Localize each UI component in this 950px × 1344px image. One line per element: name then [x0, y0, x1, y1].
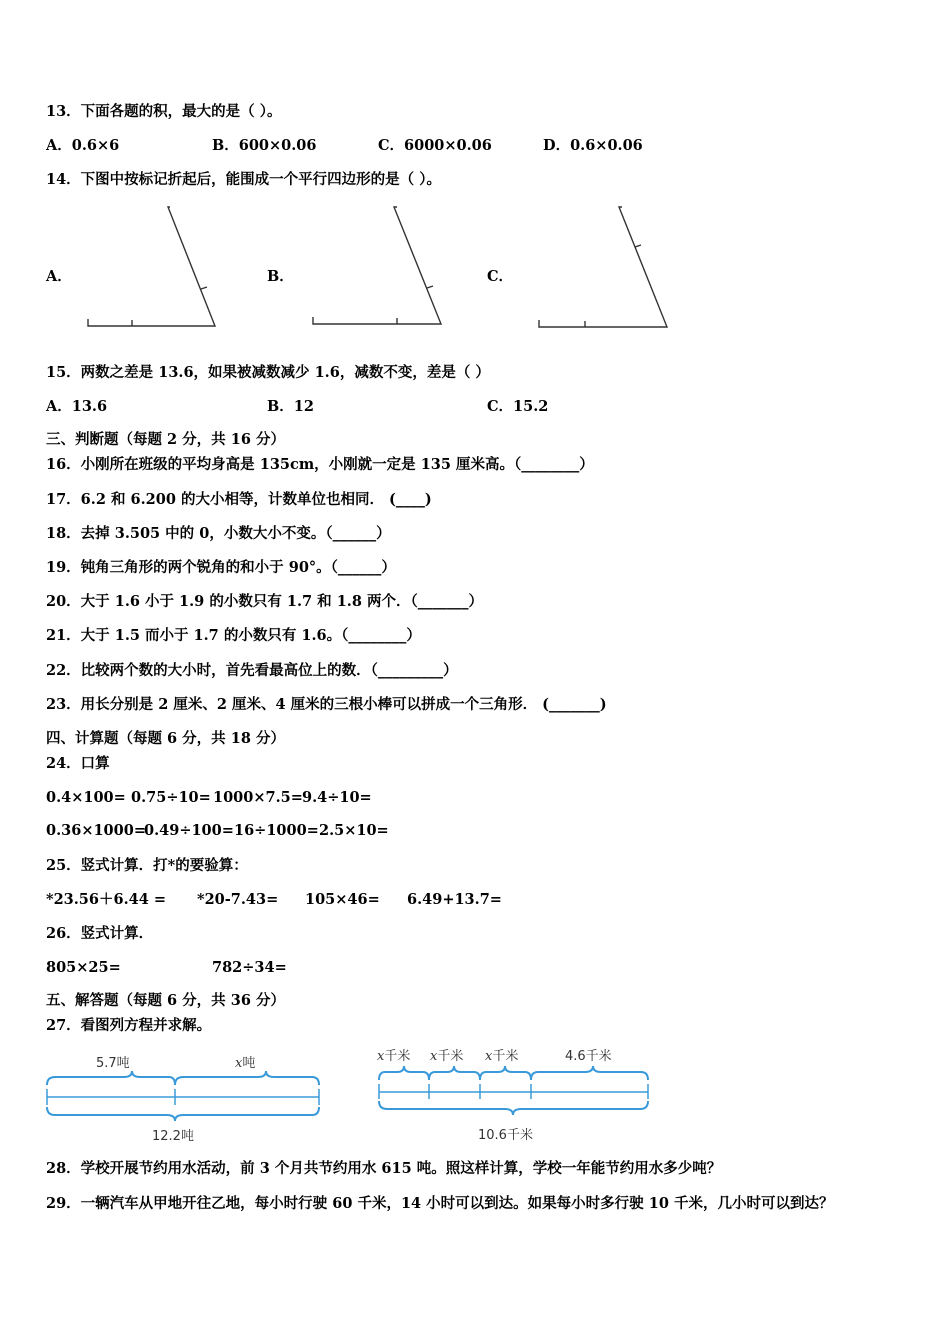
q24-title: 24．口算: [46, 755, 110, 772]
q26-title: 26．竖式计算．: [46, 925, 154, 942]
q13-option-b: B．600×0.06: [212, 137, 317, 154]
q24-row1-item: 1000×7.5=: [213, 789, 303, 806]
diagram1-bottom-label: 12.2吨: [152, 1129, 194, 1144]
q25-item: *20-7.43=: [197, 891, 279, 908]
q26-item: 805×25=: [46, 959, 121, 976]
q17: 17．6.2 和 6.200 的大小相等，计数单位也相同． (____): [46, 491, 432, 508]
q29: 29．一辆汽车从甲地开往乙地，每小时行驶 60 千米，14 小时可以到达。如果每小时多行驶 10 千米，几小时可以到达？: [46, 1195, 834, 1212]
brace-left: [47, 1071, 175, 1085]
fold-figure-b: [305, 200, 455, 335]
q24-row2-item: 16÷1000=: [234, 822, 319, 839]
diagram2-segment-label: x千米: [485, 1049, 519, 1064]
q13-stem: 13．下面各题的积，最大的是（ ）。: [46, 103, 282, 120]
diagram2-last-label: 4.6千米: [565, 1049, 612, 1064]
q24-row2-item: 0.36×1000=: [46, 822, 146, 839]
diagram1-top-left-label: 5.7吨: [96, 1056, 130, 1071]
q24-row2-item: 0.49÷100=: [144, 822, 234, 839]
diagram2-bottom-label: 10.6千米: [478, 1128, 533, 1143]
line-diagram-1: [40, 1045, 330, 1150]
fold-figure-a: [80, 200, 230, 335]
q15-option-a: A．13.6: [46, 398, 108, 415]
q25-title: 25．竖式计算．打*的要验算：: [46, 857, 248, 874]
q26-item: 782÷34=: [212, 959, 287, 976]
q14-option-a: A．: [46, 268, 72, 285]
q13-option-a: A．0.6×6: [46, 137, 120, 154]
section4-title: 四、计算题（每题 6 分，共 18 分）: [46, 730, 285, 747]
fold-figure-c: [530, 200, 680, 335]
q15-option-c: C．15.2: [487, 398, 549, 415]
q25-item: 6.49+13.7=: [407, 891, 502, 908]
q23: 23．用长分别是 2 厘米、2 厘米、4 厘米的三根小棒可以拼成一个三角形． (_______): [46, 696, 607, 713]
q24-row1-item: 9.4÷10=: [302, 789, 372, 806]
diagram1-top-right-label: x吨: [235, 1056, 256, 1071]
brace-bottom: [47, 1107, 319, 1121]
q25-item: *23.56＋6.44 =: [46, 891, 167, 908]
q21: 21．大于 1.5 而小于 1.7 的小数只有 1.6。（________）: [46, 627, 421, 644]
q13-option-d: D．0.6×0.06: [543, 137, 643, 154]
q25-item: 105×46=: [305, 891, 380, 908]
q14-option-b: B．: [267, 268, 294, 285]
q24-row1-item: 0.75÷10=: [131, 789, 211, 806]
q18: 18．去掉 3.505 中的 0，小数大小不变。（______）: [46, 525, 391, 542]
section3-title: 三、判断题（每题 2 分，共 16 分）: [46, 431, 285, 448]
diagram2-segment-label: x千米: [377, 1049, 411, 1064]
q22: 22．比较两个数的大小时，首先看最高位上的数．（_________）: [46, 662, 458, 679]
q20: 20．大于 1.6 小于 1.9 的小数只有 1.7 和 1.8 两个．（_______）: [46, 593, 483, 610]
q24-row1-item: 0.4×100=: [46, 789, 126, 806]
q13-option-c: C．6000×0.06: [378, 137, 492, 154]
q14-option-c: C．: [487, 268, 514, 285]
q27-title: 27．看图列方程并求解。: [46, 1017, 212, 1034]
q14-stem: 14．下图中按标记折起后，能围成一个平行四边形的是（ ）。: [46, 171, 441, 188]
diagram2-segment-label: x千米: [430, 1049, 464, 1064]
q16: 16．小刚所在班级的平均身高是 135cm，小刚就一定是 135 厘米高。（________）: [46, 456, 594, 473]
line-diagram-2: [370, 1042, 660, 1147]
section5-title: 五、解答题（每题 6 分，共 36 分）: [46, 992, 285, 1009]
q28: 28．学校开展节约用水活动，前 3 个月共节约用水 615 吨。照这样计算，学校一年能节约用水多少吨？: [46, 1160, 722, 1177]
q15-stem: 15．两数之差是 13.6，如果被减数减少 1.6，减数不变，差是（ ）: [46, 364, 490, 381]
q19: 19．钝角三角形的两个锐角的和小于 90°。（______）: [46, 559, 396, 576]
brace-right: [175, 1071, 319, 1085]
q24-row2-item: 2.5×10=: [319, 822, 389, 839]
q15-option-b: B．12: [267, 398, 314, 415]
